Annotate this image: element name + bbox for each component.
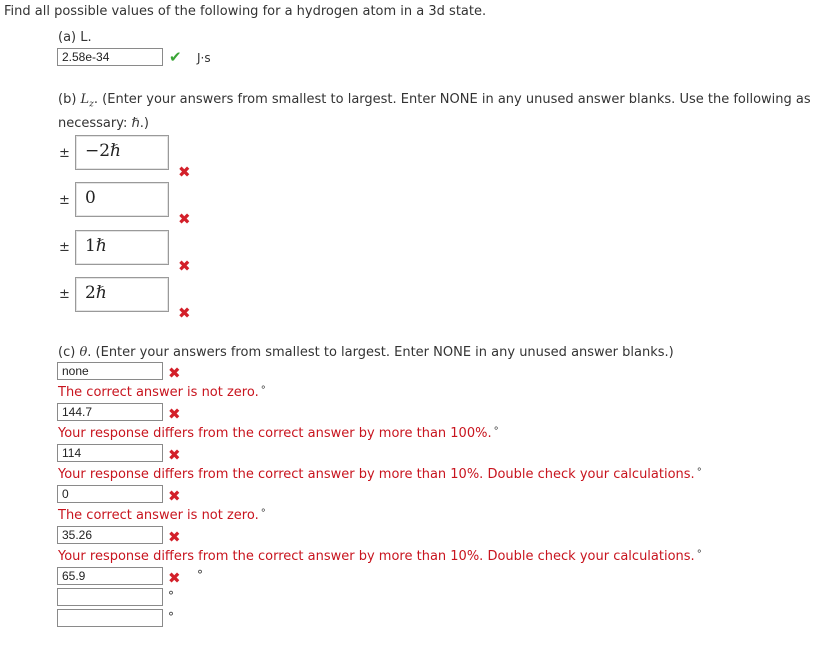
degree-icon: °: [168, 610, 174, 624]
x-icon: ✖: [168, 405, 181, 423]
part-b-subscript: z: [89, 99, 94, 110]
part-c-answer-field-8[interactable]: [57, 609, 163, 627]
part-b-symbol: L: [80, 92, 90, 107]
feedback-message-1: [58, 385, 266, 400]
part-c-answer-field-6[interactable]: 65.9: [57, 567, 163, 585]
x-icon: ✖: [168, 487, 181, 505]
plus-minus-icon: ±: [59, 193, 70, 208]
part-a-answer-field[interactable]: 2.58e-34: [57, 48, 163, 66]
part-c-answer-field-5[interactable]: 35.26: [57, 526, 163, 544]
part-b-answer-value-1: −2ℏ: [85, 141, 122, 161]
part-b-label-line2: necessary: ℏ.): [58, 116, 149, 131]
part-b-answer-value-4: 2ℏ: [85, 283, 107, 303]
check-icon: ✔: [169, 48, 182, 66]
part-c-answer-field-2[interactable]: 144.7: [57, 403, 163, 421]
part-a-label: [58, 30, 92, 45]
part-a-unit: J·s: [197, 51, 211, 65]
x-icon: ✖: [178, 210, 191, 228]
part-c-prefix: (c): [58, 345, 80, 360]
part-c-answer-field-7[interactable]: [57, 588, 163, 606]
plus-minus-icon: ±: [59, 287, 70, 302]
part-b-answer-value-2: 0: [85, 188, 96, 208]
question-prompt: Find all possible values of the following for a hydrogen atom in a 3d state.: [4, 4, 487, 19]
part-b-answer-field-3[interactable]: [75, 230, 169, 265]
part-b-instructions: . (Enter your answers from smallest to largest. Enter NONE in any unused answer blanks. Use the following as: [93, 92, 811, 107]
x-icon: ✖: [178, 304, 191, 322]
degree-icon: °: [260, 508, 266, 519]
feedback-text-3: Your response differs from the correct answer by more than 10%. Double check your calculations.: [58, 467, 695, 482]
plus-minus-icon: ±: [59, 146, 70, 161]
degree-icon: °: [493, 426, 499, 437]
part-b-answer-field-2[interactable]: [75, 182, 169, 217]
x-icon: ✖: [168, 528, 181, 546]
degree-icon: °: [168, 589, 174, 603]
part-b-prefix: (b): [58, 92, 81, 107]
part-b-answer-field-1[interactable]: [75, 135, 169, 170]
part-b-answer-field-4[interactable]: [75, 277, 169, 312]
part-b-answer-value-3: 1ℏ: [85, 236, 107, 256]
x-icon: ✖: [168, 446, 181, 464]
feedback-text-1: The correct answer is not zero.: [58, 385, 259, 400]
part-a-label-text: (a) L.: [58, 30, 92, 45]
part-c-label: [58, 345, 674, 360]
feedback-text-4: The correct answer is not zero.: [58, 508, 259, 523]
feedback-text-5: Your response differs from the correct answer by more than 10%. Double check your calculations.: [58, 549, 695, 564]
feedback-text-2: Your response differs from the correct answer by more than 100%.: [58, 426, 492, 441]
part-c-answer-field-3[interactable]: 114: [57, 444, 163, 462]
plus-minus-icon: ±: [59, 240, 70, 255]
part-c-instructions: . (Enter your answers from smallest to largest. Enter NONE in any unused answer blanks.): [87, 345, 674, 360]
part-c-answer-field-1[interactable]: none: [57, 362, 163, 380]
degree-icon: °: [696, 549, 702, 560]
degree-icon: °: [197, 568, 203, 582]
part-c-answer-field-4[interactable]: 0: [57, 485, 163, 503]
part-b-label: [58, 92, 811, 110]
degree-icon: °: [696, 467, 702, 478]
x-icon: ✖: [168, 569, 181, 587]
feedback-message-4: [58, 508, 266, 523]
x-icon: ✖: [178, 163, 191, 181]
degree-icon: °: [260, 385, 266, 396]
x-icon: ✖: [168, 364, 181, 382]
part-c-symbol: θ: [79, 345, 88, 360]
feedback-message-2: [58, 426, 499, 441]
feedback-message-5: [58, 549, 702, 564]
feedback-message-3: [58, 467, 702, 482]
x-icon: ✖: [178, 257, 191, 275]
